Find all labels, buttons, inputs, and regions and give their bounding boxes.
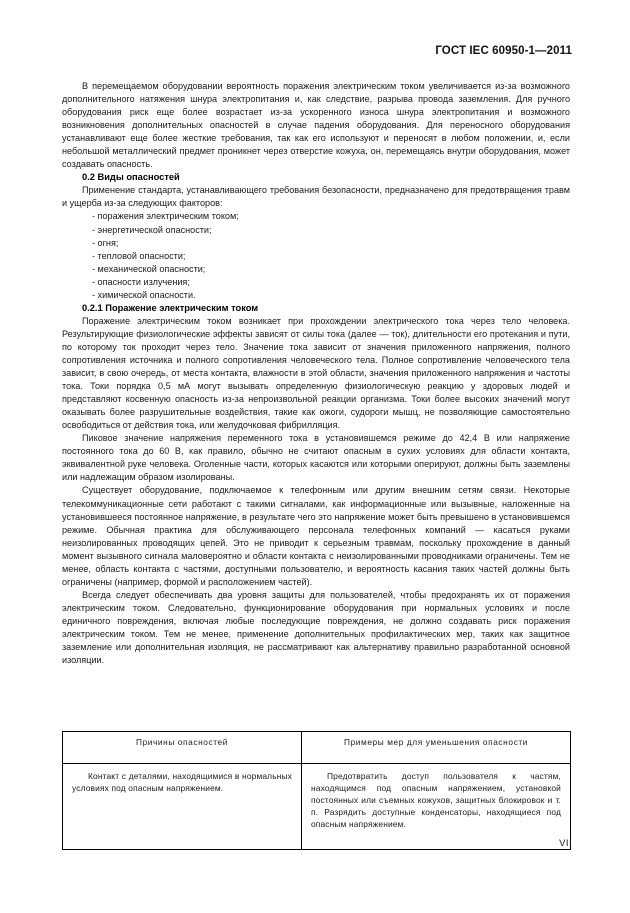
- running-header-standard-number: ГОСТ IEC 60950-1—2011: [435, 45, 572, 57]
- column-header-measures: Примеры мер для уменьшения опасности: [302, 732, 571, 764]
- paragraph-two-levels-of-protection: Всегда следует обеспечивать два уровня защиты для пользователей, чтобы предохранять их от поражения электрическим током. Следовательно, функционирование оборудования при нормальных условиях и после единичного повреждения, включая любые последующие повреждения, не должно создавать риск поражения электрическим током. Тем не менее, применение дополнительных профилактических мер, таких как защитное заземление или дополнительная изоляция, не рассматривают как альтернативу правильно разработанной основной изоляции.: [62, 589, 570, 666]
- table-cell-measure: Предотвратить доступ пользователя к частям, находящимся под опасным напряжением, установкой постоянных или съемных кожухов, защитных блокировок и т. п. Разрядить доступные конденсаторы, находящиеся под опасным напряжением.: [302, 764, 571, 850]
- table-cell-cause: Контакт с деталями, находящимися в нормальных условиях под опасным напряжением.: [63, 764, 302, 850]
- list-item: - тепловой опасности;: [92, 250, 186, 261]
- hazard-factors-list: [62, 210, 570, 301]
- table-header-row: [63, 732, 571, 764]
- paragraph-electric-shock-physiology: Поражение электрическим током возникает при прохождении электрического тока через тело человека. Результирующие физиологические эффекты зависят от силы тока (далее — ток), длительности его протекания и пути, по которому ток проходит через тело. Значение тока зависит от значения приложенного напряжения, полного сопротивления источника и полного сопротивления человеческого тела. Полное сопротивление человеческого тела зависит, в свою очередь, от места контакта, влажности в этой области, значения приложенного напряжения и частоты тока. Токи порядка 0,5 мА могут вызывать определенную физиологическую реакцию у здоровых людей и представляют косвенную опасность из-за непроизвольной реакции организма. Токи более высоких значений могут оказывать более разрушительные воздействия, такие как ожоги, судороги мышц, не позволяющие самостоятельно освободиться от действия тока, или желудочковая фибрилляция.: [62, 315, 570, 431]
- list-item: - поражения электрическим током;: [92, 211, 239, 222]
- list-item: - опасности излучения;: [92, 276, 190, 287]
- heading-0-2-hazard-types: 0.2 Виды опасностей: [82, 172, 180, 183]
- list-item: - огня;: [92, 237, 119, 248]
- paragraph-standard-application: Применение стандарта, устанавливающего требования безопасности, предназначено для предотвращения травм и ущерба из-за следующих факторов:: [62, 185, 570, 209]
- page-number: VII: [559, 838, 572, 849]
- document-body: [62, 80, 570, 667]
- hazard-causes-measures-table: [62, 731, 571, 850]
- list-item: - химической опасности.: [92, 289, 196, 300]
- list-item: - энергетической опасности;: [92, 224, 212, 235]
- paragraph-telecom-networks: Существует оборудование, подключаемое к телефонным или другим внешним сетям связи. Некоторые телекоммуникационные сети работают с такими сигналами, как информационные или вызывные, наложенные на установившееся постоянное напряжение, в результате чего это напряжение может быть превышено в установившемся режиме. Обычная практика для обслуживающего персонала телефонных компаний — касаться руками неизолированных проводящих цепей. Это не приводит к серьезным травмам, поскольку прохождение в данный момент вызывного сигнала маловероятно и области контакта с неизолированными проводниками ограничены. Тем не менее, область контакта с частями, доступными пользователю, и вероятность касания таких частей должны быть ограничены (например, формой и расположением частей).: [62, 485, 570, 587]
- paragraph-moveable-equipment: В перемещаемом оборудовании вероятность поражения электрическим током увеличивается из-за возможного дополнительного натяжения шнура электропитания и, как следствие, разрыва провода заземления. Для ручного оборудования риск еще более возрастает из-за ускоренного износа шнура электропитания и возможного возникновения дополнительных опасностей в случае падения оборудования. Для переносного оборудования устанавливают еще более жесткие требования, так как его используют и переносят в любом положении, и, если небольшой металлический предмет проникнет через отверстие кожуха, он, перемещаясь внутри оборудования, может создавать опасность.: [62, 81, 570, 170]
- table-row: [63, 764, 571, 850]
- paragraph-peak-voltage-limits: Пиковое значение напряжения переменного тока в установившемся режиме до 42,4 В или напряжение постоянного тока до 60 В, как правило, обычно не считают опасным в сухих условиях для области контакта, эквивалентной руке человека. Оголенные части, которых касаются или которыми оперируют, должны быть заземлены или надлежащим образом изолированы.: [62, 433, 570, 483]
- column-header-causes: Причины опасностей: [63, 732, 302, 764]
- heading-0-2-1-electric-shock: 0.2.1 Поражение электрическим током: [82, 302, 259, 313]
- list-item: - механической опасности;: [92, 263, 206, 274]
